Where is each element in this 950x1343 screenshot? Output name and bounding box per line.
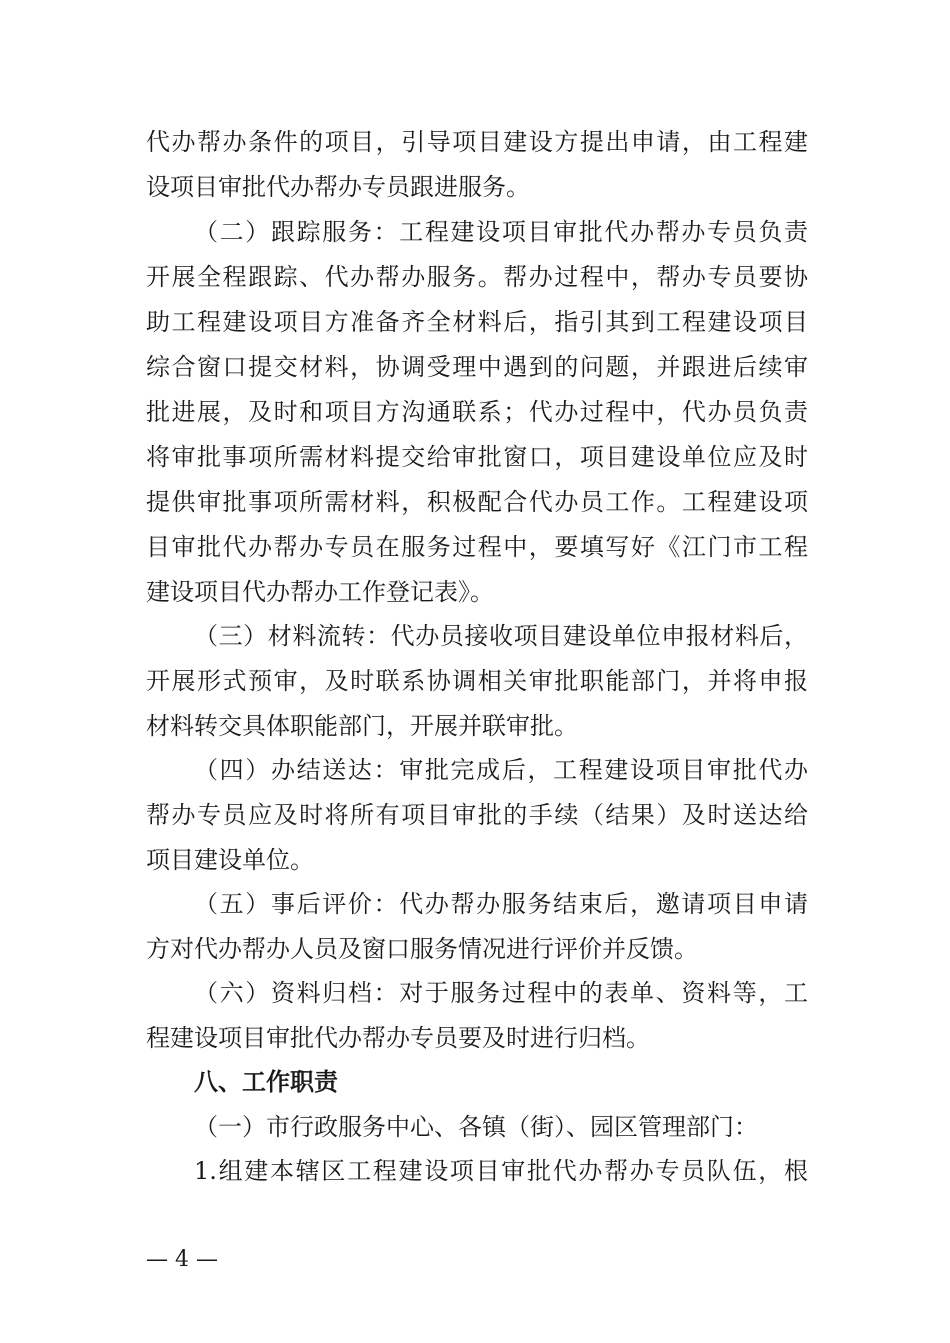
section-heading: 八、工作职责 xyxy=(194,1068,338,1096)
paragraph-line: 程建设项目审批代办帮办专员要及时进行归档。 xyxy=(146,1024,650,1052)
paragraph-line: 1.组建本辖区工程建设项目审批代办帮办专员队伍，根 xyxy=(194,1157,808,1185)
paragraph-line: 代办帮办条件的项目，引导项目建设方提出申请，由工程建 xyxy=(146,128,808,156)
paragraph-line: 帮办专员应及时将所有项目审批的手续（结果）及时送达给 xyxy=(146,801,808,829)
paragraph-line: 将审批事项所需材料提交给审批窗口，项目建设单位应及时 xyxy=(146,443,808,471)
paragraph-line: 方对代办帮办人员及窗口服务情况进行评价并反馈。 xyxy=(146,935,698,963)
paragraph-line: （五）事后评价：代办帮办服务结束后，邀请项目申请 xyxy=(194,890,808,918)
paragraph-line: （二）跟踪服务：工程建设项目审批代办帮办专员负责 xyxy=(194,218,808,246)
paragraph-line: 建设项目代办帮办工作登记表》。 xyxy=(146,578,494,606)
paragraph-line: 助工程建设项目方准备齐全材料后，指引其到工程建设项目 xyxy=(146,308,808,336)
paragraph-line: 综合窗口提交材料，协调受理中遇到的问题，并跟进后续审 xyxy=(146,353,808,381)
paragraph-line: 批进展，及时和项目方沟通联系；代办过程中，代办员负责 xyxy=(146,398,808,426)
paragraph-line: 设项目审批代办帮办专员跟进服务。 xyxy=(146,173,530,201)
paragraph-line: （一）市行政服务中心、各镇（街）、园区管理部门： xyxy=(194,1113,758,1141)
paragraph-line: 材料转交具体职能部门，开展并联审批。 xyxy=(146,712,578,740)
paragraph-line: （六）资料归档：对于服务过程中的表单、资料等，工 xyxy=(194,979,808,1007)
paragraph-line: 提供审批事项所需材料，积极配合代办员工作。工程建设项 xyxy=(146,488,808,516)
paragraph-line: （四）办结送达：审批完成后，工程建设项目审批代办 xyxy=(194,756,808,784)
paragraph-line: 项目建设单位。 xyxy=(146,846,314,874)
paragraph-line: 目审批代办帮办专员在服务过程中，要填写好《江门市工程 xyxy=(146,533,808,561)
paragraph-line: 开展形式预审，及时联系协调相关审批职能部门，并将申报 xyxy=(146,667,808,695)
paragraph-line: 开展全程跟踪、代办帮办服务。帮办过程中，帮办专员要协 xyxy=(146,263,808,291)
page-number: — 4 — xyxy=(146,1247,218,1272)
paragraph-line: （三）材料流转：代办员接收项目建设单位申报材料后， xyxy=(194,622,808,650)
